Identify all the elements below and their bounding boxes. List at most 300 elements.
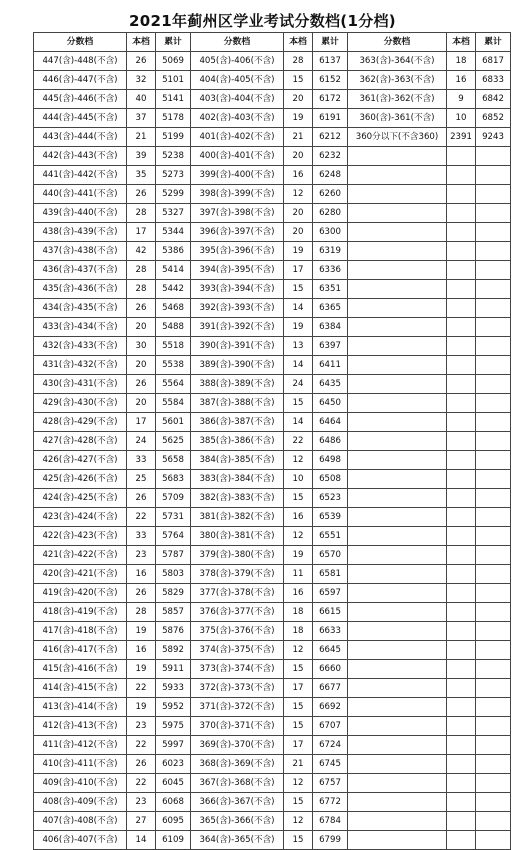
page-title: 2021年蓟州区学业考试分数档(1分档) xyxy=(129,12,396,30)
score-range-cell: 439(含)-440(不含) xyxy=(34,204,127,223)
count-cell: 15 xyxy=(284,71,313,90)
cumulative-cell xyxy=(476,261,511,280)
count-cell xyxy=(447,280,476,299)
score-range-cell: 413(含)-414(不含) xyxy=(34,698,127,717)
count-cell: 27 xyxy=(127,812,156,831)
score-range-cell: 438(含)-439(不含) xyxy=(34,223,127,242)
cumulative-cell xyxy=(476,793,511,812)
score-range-cell: 372(含)-373(不含) xyxy=(191,679,284,698)
count-cell xyxy=(447,812,476,831)
cumulative-cell xyxy=(476,736,511,755)
cumulative-cell: 6799 xyxy=(313,831,348,850)
count-cell xyxy=(447,394,476,413)
score-range-cell xyxy=(348,546,447,565)
cumulative-cell xyxy=(476,470,511,489)
cumulative-cell: 5731 xyxy=(156,508,191,527)
score-range-cell: 443(含)-444(不含) xyxy=(34,128,127,147)
score-range-cell: 408(含)-409(不含) xyxy=(34,793,127,812)
cumulative-cell xyxy=(476,755,511,774)
score-range-cell: 434(含)-435(不含) xyxy=(34,299,127,318)
score-range-cell: 406(含)-407(不含) xyxy=(34,831,127,850)
count-cell: 14 xyxy=(127,831,156,850)
score-range-cell: 389(含)-390(不含) xyxy=(191,356,284,375)
score-table xyxy=(33,32,511,850)
count-cell: 24 xyxy=(127,432,156,451)
cumulative-cell: 6137 xyxy=(313,52,348,71)
cumulative-cell: 6336 xyxy=(313,261,348,280)
count-cell: 12 xyxy=(284,641,313,660)
cumulative-cell xyxy=(476,565,511,584)
score-range-cell xyxy=(348,166,447,185)
score-range-cell: 366(含)-367(不含) xyxy=(191,793,284,812)
table-row xyxy=(34,394,511,413)
count-cell: 19 xyxy=(127,698,156,717)
count-cell: 18 xyxy=(284,603,313,622)
score-range-cell: 369(含)-370(不含) xyxy=(191,736,284,755)
cumulative-cell: 6464 xyxy=(313,413,348,432)
cumulative-cell xyxy=(476,337,511,356)
cumulative-cell: 6109 xyxy=(156,831,191,850)
count-cell: 42 xyxy=(127,242,156,261)
score-range-cell xyxy=(348,755,447,774)
cumulative-cell: 5601 xyxy=(156,413,191,432)
count-cell: 20 xyxy=(284,223,313,242)
cumulative-cell: 5344 xyxy=(156,223,191,242)
score-range-cell xyxy=(348,413,447,432)
count-cell: 18 xyxy=(284,622,313,641)
count-cell: 26 xyxy=(127,584,156,603)
table-row xyxy=(34,755,511,774)
cumulative-cell xyxy=(476,546,511,565)
score-range-cell: 379(含)-380(不含) xyxy=(191,546,284,565)
count-cell xyxy=(447,261,476,280)
count-cell: 17 xyxy=(284,679,313,698)
cumulative-cell xyxy=(476,584,511,603)
count-cell: 15 xyxy=(284,831,313,850)
table-row xyxy=(34,204,511,223)
table-row xyxy=(34,185,511,204)
count-cell: 17 xyxy=(127,413,156,432)
cumulative-cell: 6212 xyxy=(313,128,348,147)
score-range-cell: 373(含)-374(不含) xyxy=(191,660,284,679)
count-cell: 28 xyxy=(127,603,156,622)
count-cell: 26 xyxy=(127,299,156,318)
score-range-cell: 424(含)-425(不含) xyxy=(34,489,127,508)
score-range-cell: 407(含)-408(不含) xyxy=(34,812,127,831)
score-range-cell xyxy=(348,660,447,679)
table-row xyxy=(34,565,511,584)
cumulative-cell: 5488 xyxy=(156,318,191,337)
table-row xyxy=(34,470,511,489)
cumulative-cell: 6191 xyxy=(313,109,348,128)
score-range-cell: 414(含)-415(不含) xyxy=(34,679,127,698)
score-range-cell: 415(含)-416(不含) xyxy=(34,660,127,679)
score-range-cell: 410(含)-411(不含) xyxy=(34,755,127,774)
cumulative-cell: 6817 xyxy=(476,52,511,71)
count-cell xyxy=(447,147,476,166)
header-count: 本档 xyxy=(127,33,156,52)
count-cell xyxy=(447,641,476,660)
cumulative-cell xyxy=(476,451,511,470)
cumulative-cell xyxy=(476,204,511,223)
header-cumulative: 累计 xyxy=(313,33,348,52)
score-range-cell xyxy=(348,508,447,527)
cumulative-cell xyxy=(476,185,511,204)
count-cell: 16 xyxy=(127,641,156,660)
cumulative-cell: 6677 xyxy=(313,679,348,698)
table-row xyxy=(34,52,511,71)
score-range-cell: 382(含)-383(不含) xyxy=(191,489,284,508)
cumulative-cell: 5468 xyxy=(156,299,191,318)
cumulative-cell: 5178 xyxy=(156,109,191,128)
score-range-cell: 375(含)-376(不含) xyxy=(191,622,284,641)
score-range-cell: 365(含)-366(不含) xyxy=(191,812,284,831)
score-range-cell: 447(含)-448(不含) xyxy=(34,52,127,71)
count-cell: 26 xyxy=(127,185,156,204)
cumulative-cell: 6319 xyxy=(313,242,348,261)
cumulative-cell: 6498 xyxy=(313,451,348,470)
count-cell: 23 xyxy=(127,717,156,736)
count-cell: 35 xyxy=(127,166,156,185)
score-range-cell: 411(含)-412(不含) xyxy=(34,736,127,755)
cumulative-cell: 5625 xyxy=(156,432,191,451)
score-range-cell xyxy=(348,470,447,489)
score-range-cell: 384(含)-385(不含) xyxy=(191,451,284,470)
score-range-cell xyxy=(348,717,447,736)
score-range-cell: 374(含)-375(不含) xyxy=(191,641,284,660)
score-range-cell: 417(含)-418(不含) xyxy=(34,622,127,641)
count-cell xyxy=(447,508,476,527)
score-range-cell xyxy=(348,204,447,223)
score-range-cell xyxy=(348,356,447,375)
count-cell xyxy=(447,223,476,242)
table-row xyxy=(34,375,511,394)
score-range-cell: 437(含)-438(不含) xyxy=(34,242,127,261)
score-range-cell: 399(含)-400(不含) xyxy=(191,166,284,185)
count-cell: 2391 xyxy=(447,128,476,147)
count-cell: 28 xyxy=(127,261,156,280)
cumulative-cell: 6172 xyxy=(313,90,348,109)
count-cell xyxy=(447,489,476,508)
table-row xyxy=(34,432,511,451)
score-range-cell: 423(含)-424(不含) xyxy=(34,508,127,527)
count-cell: 16 xyxy=(127,565,156,584)
score-range-cell: 419(含)-420(不含) xyxy=(34,584,127,603)
cumulative-cell: 5787 xyxy=(156,546,191,565)
cumulative-cell: 5997 xyxy=(156,736,191,755)
cumulative-cell xyxy=(476,166,511,185)
score-range-cell xyxy=(348,736,447,755)
count-cell xyxy=(447,451,476,470)
table-row xyxy=(34,356,511,375)
score-range-cell: 377(含)-378(不含) xyxy=(191,584,284,603)
count-cell: 33 xyxy=(127,527,156,546)
table-row xyxy=(34,147,511,166)
cumulative-cell: 5933 xyxy=(156,679,191,698)
table-row xyxy=(34,508,511,527)
score-range-cell: 368(含)-369(不含) xyxy=(191,755,284,774)
score-range-cell xyxy=(348,242,447,261)
table-row xyxy=(34,527,511,546)
count-cell xyxy=(447,185,476,204)
score-range-cell: 422(含)-423(不含) xyxy=(34,527,127,546)
cumulative-cell: 6757 xyxy=(313,774,348,793)
cumulative-cell xyxy=(476,299,511,318)
count-cell: 19 xyxy=(127,660,156,679)
cumulative-cell: 6539 xyxy=(313,508,348,527)
score-range-cell xyxy=(348,375,447,394)
cumulative-cell: 6523 xyxy=(313,489,348,508)
score-range-cell xyxy=(348,223,447,242)
score-range-cell: 442(含)-443(不含) xyxy=(34,147,127,166)
score-range-cell: 427(含)-428(不含) xyxy=(34,432,127,451)
cumulative-cell xyxy=(476,774,511,793)
count-cell: 12 xyxy=(284,774,313,793)
score-range-cell xyxy=(348,261,447,280)
cumulative-cell: 5538 xyxy=(156,356,191,375)
score-range-cell: 435(含)-436(不含) xyxy=(34,280,127,299)
count-cell: 15 xyxy=(284,793,313,812)
count-cell: 20 xyxy=(284,147,313,166)
count-cell: 22 xyxy=(127,736,156,755)
score-range-cell: 425(含)-426(不含) xyxy=(34,470,127,489)
score-range-cell: 429(含)-430(不含) xyxy=(34,394,127,413)
score-range-cell: 387(含)-388(不含) xyxy=(191,394,284,413)
count-cell xyxy=(447,755,476,774)
count-cell: 16 xyxy=(284,584,313,603)
count-cell: 15 xyxy=(284,717,313,736)
score-range-cell: 405(含)-406(不含) xyxy=(191,52,284,71)
table-row xyxy=(34,261,511,280)
cumulative-cell: 5952 xyxy=(156,698,191,717)
score-range-cell: 418(含)-419(不含) xyxy=(34,603,127,622)
score-range-cell xyxy=(348,698,447,717)
count-cell: 21 xyxy=(127,128,156,147)
score-range-cell xyxy=(348,565,447,584)
cumulative-cell: 6232 xyxy=(313,147,348,166)
score-range-cell: 367(含)-368(不含) xyxy=(191,774,284,793)
count-cell xyxy=(447,413,476,432)
count-cell: 9 xyxy=(447,90,476,109)
cumulative-cell: 6784 xyxy=(313,812,348,831)
count-cell: 25 xyxy=(127,470,156,489)
table-row xyxy=(34,717,511,736)
cumulative-cell: 6023 xyxy=(156,755,191,774)
cumulative-cell: 6095 xyxy=(156,812,191,831)
cumulative-cell: 6633 xyxy=(313,622,348,641)
cumulative-cell: 6570 xyxy=(313,546,348,565)
cumulative-cell: 5442 xyxy=(156,280,191,299)
cumulative-cell xyxy=(476,318,511,337)
cumulative-cell xyxy=(476,717,511,736)
cumulative-cell: 5764 xyxy=(156,527,191,546)
count-cell xyxy=(447,356,476,375)
count-cell xyxy=(447,299,476,318)
score-range-cell: 421(含)-422(不含) xyxy=(34,546,127,565)
cumulative-cell: 6045 xyxy=(156,774,191,793)
cumulative-cell xyxy=(476,432,511,451)
score-range-cell: 388(含)-389(不含) xyxy=(191,375,284,394)
count-cell xyxy=(447,660,476,679)
cumulative-cell: 5658 xyxy=(156,451,191,470)
score-range-cell: 430(含)-431(不含) xyxy=(34,375,127,394)
cumulative-cell: 6842 xyxy=(476,90,511,109)
count-cell: 17 xyxy=(284,261,313,280)
count-cell xyxy=(447,774,476,793)
count-cell: 20 xyxy=(284,90,313,109)
count-cell: 14 xyxy=(284,356,313,375)
table-row xyxy=(34,546,511,565)
cumulative-cell xyxy=(476,527,511,546)
score-range-cell: 371(含)-372(不含) xyxy=(191,698,284,717)
score-range-cell xyxy=(348,394,447,413)
table-row xyxy=(34,793,511,812)
cumulative-cell: 5101 xyxy=(156,71,191,90)
count-cell xyxy=(447,166,476,185)
cumulative-cell: 5892 xyxy=(156,641,191,660)
cumulative-cell: 5414 xyxy=(156,261,191,280)
count-cell: 17 xyxy=(284,736,313,755)
table-row xyxy=(34,337,511,356)
count-cell: 26 xyxy=(127,489,156,508)
table-row xyxy=(34,318,511,337)
table-row xyxy=(34,413,511,432)
table-row xyxy=(34,831,511,850)
cumulative-cell: 6692 xyxy=(313,698,348,717)
score-range-cell: 404(含)-405(不含) xyxy=(191,71,284,90)
cumulative-cell: 5141 xyxy=(156,90,191,109)
count-cell: 14 xyxy=(284,413,313,432)
score-range-cell: 383(含)-384(不含) xyxy=(191,470,284,489)
count-cell xyxy=(447,565,476,584)
cumulative-cell xyxy=(476,223,511,242)
cumulative-cell: 5238 xyxy=(156,147,191,166)
score-range-cell: 364(含)-365(不含) xyxy=(191,831,284,850)
score-range-cell: 441(含)-442(不含) xyxy=(34,166,127,185)
cumulative-cell: 6280 xyxy=(313,204,348,223)
count-cell: 15 xyxy=(284,660,313,679)
table-row xyxy=(34,603,511,622)
cumulative-cell: 6645 xyxy=(313,641,348,660)
cumulative-cell: 6248 xyxy=(313,166,348,185)
cumulative-cell: 6260 xyxy=(313,185,348,204)
table-row xyxy=(34,166,511,185)
count-cell: 23 xyxy=(127,546,156,565)
cumulative-cell xyxy=(476,394,511,413)
table-row xyxy=(34,736,511,755)
count-cell: 15 xyxy=(284,698,313,717)
score-range-cell: 420(含)-421(不含) xyxy=(34,565,127,584)
count-cell: 26 xyxy=(127,375,156,394)
header-count: 本档 xyxy=(447,33,476,52)
header-score-range: 分数档 xyxy=(348,33,447,52)
count-cell: 19 xyxy=(284,109,313,128)
score-range-cell: 380(含)-381(不含) xyxy=(191,527,284,546)
score-range-cell xyxy=(348,812,447,831)
count-cell: 26 xyxy=(127,755,156,774)
count-cell: 19 xyxy=(127,622,156,641)
header-row xyxy=(34,33,511,52)
score-range-cell xyxy=(348,584,447,603)
table-row xyxy=(34,812,511,831)
count-cell: 22 xyxy=(127,508,156,527)
score-range-cell: 376(含)-377(不含) xyxy=(191,603,284,622)
cumulative-cell: 5564 xyxy=(156,375,191,394)
cumulative-cell: 6397 xyxy=(313,337,348,356)
count-cell: 12 xyxy=(284,451,313,470)
count-cell xyxy=(447,584,476,603)
table-row xyxy=(34,774,511,793)
score-range-cell: 444(含)-445(不含) xyxy=(34,109,127,128)
score-range-cell xyxy=(348,432,447,451)
cumulative-cell: 6597 xyxy=(313,584,348,603)
cumulative-cell: 6384 xyxy=(313,318,348,337)
count-cell: 32 xyxy=(127,71,156,90)
header-cumulative: 累计 xyxy=(156,33,191,52)
score-range-cell xyxy=(348,641,447,660)
cumulative-cell: 6152 xyxy=(313,71,348,90)
count-cell xyxy=(447,204,476,223)
score-range-cell: 402(含)-403(不含) xyxy=(191,109,284,128)
table-row xyxy=(34,90,511,109)
score-range-cell: 385(含)-386(不含) xyxy=(191,432,284,451)
count-cell: 23 xyxy=(127,793,156,812)
cumulative-cell: 6351 xyxy=(313,280,348,299)
cumulative-cell xyxy=(476,660,511,679)
cumulative-cell: 5829 xyxy=(156,584,191,603)
score-range-cell: 398(含)-399(不含) xyxy=(191,185,284,204)
count-cell: 10 xyxy=(447,109,476,128)
cumulative-cell: 6745 xyxy=(313,755,348,774)
table-row xyxy=(34,584,511,603)
score-range-cell: 378(含)-379(不含) xyxy=(191,565,284,584)
cumulative-cell: 6435 xyxy=(313,375,348,394)
count-cell: 15 xyxy=(284,280,313,299)
cumulative-cell: 6365 xyxy=(313,299,348,318)
table-body xyxy=(34,52,511,850)
cumulative-cell xyxy=(476,147,511,166)
count-cell: 28 xyxy=(127,280,156,299)
cumulative-cell: 5709 xyxy=(156,489,191,508)
cumulative-cell: 5911 xyxy=(156,660,191,679)
cumulative-cell: 5683 xyxy=(156,470,191,489)
score-range-cell: 440(含)-441(不含) xyxy=(34,185,127,204)
count-cell: 16 xyxy=(284,166,313,185)
header-cumulative: 累计 xyxy=(476,33,511,52)
score-range-cell xyxy=(348,527,447,546)
count-cell xyxy=(447,527,476,546)
score-range-cell xyxy=(348,299,447,318)
count-cell: 30 xyxy=(127,337,156,356)
count-cell: 40 xyxy=(127,90,156,109)
count-cell xyxy=(447,318,476,337)
table-row xyxy=(34,622,511,641)
cumulative-cell: 6486 xyxy=(313,432,348,451)
count-cell: 15 xyxy=(284,489,313,508)
score-range-cell xyxy=(348,147,447,166)
score-range-cell xyxy=(348,679,447,698)
count-cell: 22 xyxy=(127,679,156,698)
score-range-cell: 392(含)-393(不含) xyxy=(191,299,284,318)
score-range-cell xyxy=(348,603,447,622)
score-range-cell xyxy=(348,280,447,299)
score-range-cell: 362(含)-363(不含) xyxy=(348,71,447,90)
count-cell: 24 xyxy=(284,375,313,394)
cumulative-cell: 6833 xyxy=(476,71,511,90)
count-cell: 15 xyxy=(284,394,313,413)
cumulative-cell: 6724 xyxy=(313,736,348,755)
count-cell: 20 xyxy=(127,356,156,375)
